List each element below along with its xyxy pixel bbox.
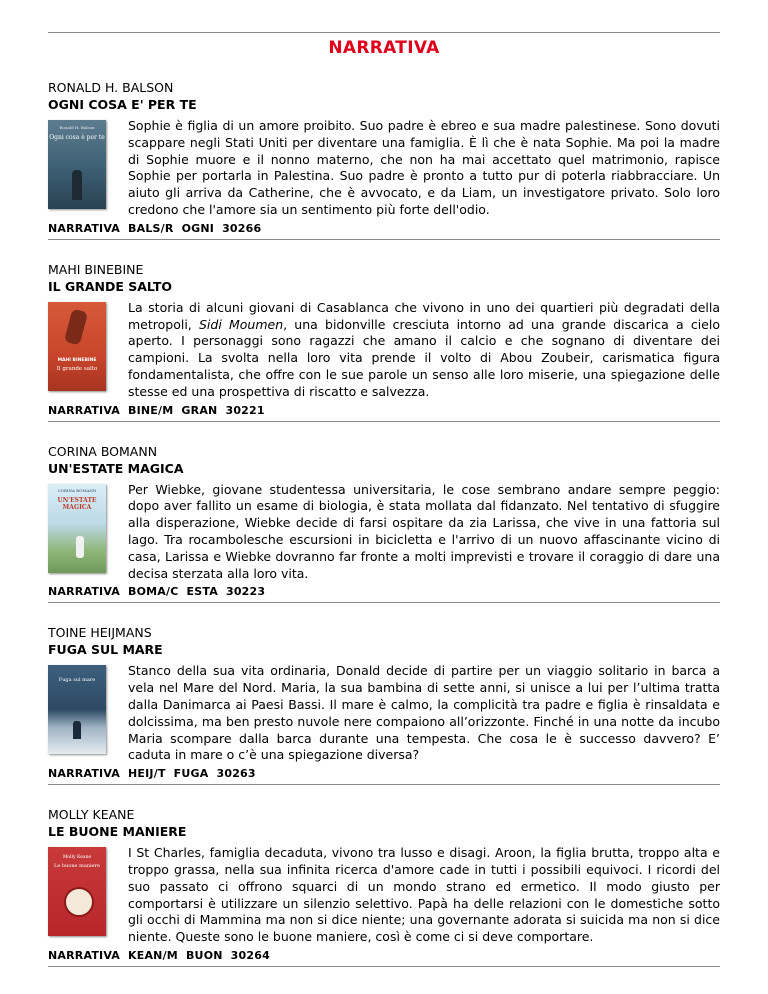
book-entry xyxy=(48,79,720,240)
cover-figure xyxy=(64,308,88,345)
book-author: MAHI BINEBINE xyxy=(48,261,144,277)
cover-title-text: Ogni cosa è per te xyxy=(49,134,105,141)
book-description: Per Wiebke, giovane studentessa universitaria, le cose sembrano andare sempre peggio: dopo aver fallito un esame di biologia, è stata mollata dal fidanzato. Nel tentativo di sfuggire alla disperazione, Wiebke decide di farsi ospitare da zia Larissa, che vive in una fattoria sul lago. Tra rocambolesche escursioni in bicicletta e l'arrivo di un nuovo affascinante vicino di casa, Larissa e Wiebke dovranno far fronte a molti imprevisti e trovare il coraggio di dare una decisa sterzata alla loro vita. xyxy=(128,481,720,581)
entry-separator xyxy=(48,239,720,240)
top-rule xyxy=(48,32,720,33)
book-author: MOLLY KEANE xyxy=(48,807,135,823)
cover-title-text: Le buone maniere xyxy=(54,863,100,870)
book-entry xyxy=(48,624,720,785)
shelf-mark: NARRATIVA BOMA/C ESTA 30223 xyxy=(48,585,266,599)
cover-figure xyxy=(72,170,82,200)
cover-title-text: UN'ESTATE MAGICA xyxy=(57,496,97,511)
cover-title-text: Il grande salto xyxy=(56,365,98,372)
cover-figure xyxy=(64,887,94,917)
cover-title-text: Fuga sul mare xyxy=(58,677,96,684)
shelf-mark: NARRATIVA BINE/M GRAN 30221 xyxy=(48,403,265,417)
shelf-mark: NARRATIVA HEIJ/T FUGA 30263 xyxy=(48,767,256,781)
book-entry xyxy=(48,806,720,967)
section-heading: NARRATIVA xyxy=(328,38,440,58)
book-title: FUGA SUL MARE xyxy=(48,642,163,658)
description-text: , una bidonville cresciuta intorno ad una grande discarica a cielo aperto. I personaggi sono ragazzi che amano il calcio e che sognano di diventare dei campioni. La svolta nella loro vita prende il volto di Abou Zoubeir, carismatica figura fondamentalista, che offre con le sue parole un senso alle loro miserie, una spiegazione delle stesse ed una prospettiva di riscatto e salvezza. xyxy=(128,316,720,399)
book-entry xyxy=(48,443,720,604)
description-text: La storia di alcuni giovani di Casablanca che vivono in uno dei quartieri più degradati della metropoli, xyxy=(128,299,720,332)
cover-figure xyxy=(73,721,81,739)
book-author: TOINE HEIJMANS xyxy=(48,625,152,641)
entry-separator xyxy=(48,602,720,603)
cover-author-text: MAHI BINEBINE xyxy=(57,357,97,363)
book-cover-image xyxy=(48,484,106,573)
book-cover-image xyxy=(48,120,106,209)
cover-figure xyxy=(76,536,84,558)
cover-author-text: Ronald H. Balson xyxy=(59,125,95,130)
cover-author-text: CORINA BOMANN xyxy=(57,487,97,493)
description-emphasis: Sidi Moumen xyxy=(198,316,284,332)
entry-separator xyxy=(48,421,720,422)
catalog-page xyxy=(48,32,720,988)
book-cover-image xyxy=(48,665,106,754)
book-title: IL GRANDE SALTO xyxy=(48,278,172,294)
book-description xyxy=(128,300,720,401)
book-title: LE BUONE MANIERE xyxy=(48,824,187,840)
book-entry xyxy=(48,261,720,422)
book-description: I St Charles, famiglia decaduta, vivono tra lusso e disagi. Aroon, la figlia brutta, troppo alta e troppo grassa, nella sua infinita ricerca d'amore cade in tutti i possibili equivoci. I ricordi del suo passato ci offrono squarci di un mondo strano ed ermetico. Il modo giusto per comportarsi è utilizzare un silenzio selettivo. Papà ha delle relazioni con le domestiche sotto gli occhi di Mammina ma non si dice niente; una governante adorata si suicida ma non si dice niente. Queste sono le buone maniere, così è come ci si deve comportare. xyxy=(128,845,720,945)
book-title: OGNI COSA E' PER TE xyxy=(48,97,197,112)
entry-separator xyxy=(48,784,720,785)
book-description: Stanco della sua vita ordinaria, Donald decide di partire per un viaggio solitario in barca a vela nel Mare del Nord. Maria, la sua bambina di sette anni, si unisce a lui per l’ultima tratta dalla Danimarca ai Paesi Bassi. Il mare è calmo, la complicità tra padre e figlia è rinsaldata e dolcissima, ma ben presto nuvole nere compaiono all’orizzonte. Finché in una notte da incubo Maria scompare dalla barca durante una tempesta. Che cosa le è successo davvero? E’ caduta in mare o c’è una spiegazione diversa? xyxy=(128,663,720,763)
book-description: Sophie è figlia di un amore proibito. Suo padre è ebreo e sua madre palestinese. Sono dovuti scappare negli Stati Uniti per diventare una famiglia. È lì che è nata Sophie. Ma poi la madre di Sophie muore e il nonno materno, che non ha mai accettato quel matrimonio, rapisce Sophie per portarla in Palestina. Suo padre è pronto a tutto pur di poterla riabbracciare. Un aiuto gli arriva da Catherine, che è avvocato, e da Liam, un investigatore privato. Solo loro credono che l'amore sia un sentimento più forte dell'odio. xyxy=(128,118,720,217)
book-title: UN'ESTATE MAGICA xyxy=(48,460,184,476)
shelf-mark: NARRATIVA BALS/R OGNI 30266 xyxy=(48,221,262,235)
shelf-mark: NARRATIVA KEAN/M BUON 30264 xyxy=(48,948,270,962)
entry-separator xyxy=(48,966,720,967)
book-author: RONALD H. BALSON xyxy=(48,80,174,95)
cover-author-text: Molly Keane xyxy=(62,855,92,861)
book-author: CORINA BOMANN xyxy=(48,443,158,459)
book-cover-image xyxy=(48,847,106,936)
book-cover-image xyxy=(48,302,106,391)
